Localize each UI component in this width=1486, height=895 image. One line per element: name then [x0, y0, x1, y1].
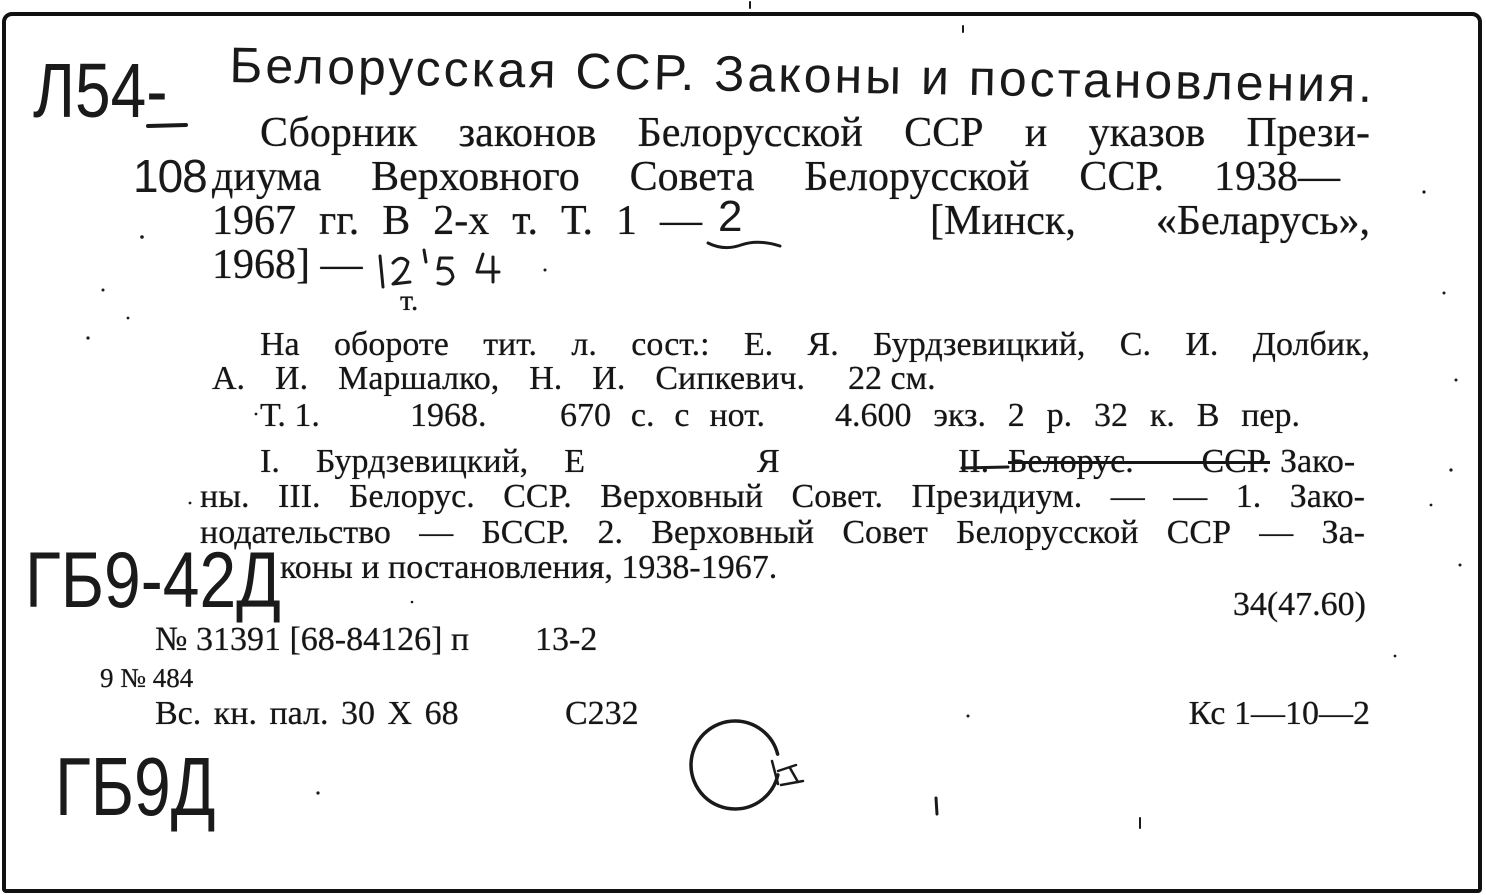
handwritten-volume-mark: 2 [718, 192, 743, 241]
tracing-line-4: коны и постановления, 1938-1967. [280, 549, 778, 586]
volume-number: Т. 1. [260, 397, 320, 434]
tracing-author: I. Бурдзевицкий, Е [260, 443, 585, 480]
volume-print-run-price: 4.600 экз. 2 р. 32 к. В пер. [835, 397, 1300, 434]
description-line-3-left: 1967 гг. В 2-х т. Т. 1 — [212, 198, 702, 244]
volume-pages: 670 с. с нот. [560, 397, 765, 434]
description-line-2: диума Верховного Совета Белорусской ССР. 1938— [212, 154, 1340, 200]
record-number-suffix: 13-2 [535, 621, 598, 658]
description-line-1: Сборник законов Белорусской ССР и указов Прези- [260, 110, 1370, 156]
handwritten-shelf-mark: ГБ9-42Д [25, 535, 281, 624]
note-size: 22 см. [848, 360, 936, 397]
handwritten-call-number: Л54- [33, 47, 168, 134]
tracing-line-2: ны. III. Белорус. ССР. Верховный Совет. Президиум. — — 1. Зако- [200, 478, 1365, 515]
struck-text: Белорус. ССР. [1008, 443, 1270, 480]
handwritten-shelf-mark-2: ГБ9Д [55, 740, 216, 833]
tracing-author-initial: Я [757, 443, 780, 480]
tracing-numeral-2: II. [958, 443, 990, 480]
tracing-line-1-end: Зако- [1280, 443, 1356, 480]
chamber-code: С232 [565, 695, 639, 732]
tracing-line-3: нодательство — БССР. 2. Верховный Совет Белорусской ССР — За- [200, 514, 1365, 551]
order-number: 9 № 484 [100, 663, 194, 693]
volume-year: 1968. [410, 397, 487, 434]
chamber-mark: Вс. кн. пал. 30 X 68 [155, 695, 459, 732]
description-volumes-abbrev: т. [400, 284, 419, 317]
record-number: № 31391 [68-84126] п [155, 621, 470, 658]
handwritten-call-number-suffix: 108 [133, 150, 207, 202]
card-code: Кс 1—10—2 [1188, 695, 1370, 732]
note-line-2: А. И. Маршалко, Н. И. Сипкевич. [212, 360, 805, 397]
description-line-3-right: [Минск, «Беларусь», [930, 198, 1370, 244]
handwritten-heading: Белорусская ССР. Законы и постановления. [229, 37, 1376, 113]
note-line-1: На обороте тит. л. сост.: Е. Я. Бурдзевицкий, С. И. Долбик, [260, 326, 1370, 363]
description-line-4: 1968] — [212, 242, 363, 288]
classification-index: 34(47.60) [1232, 586, 1366, 623]
